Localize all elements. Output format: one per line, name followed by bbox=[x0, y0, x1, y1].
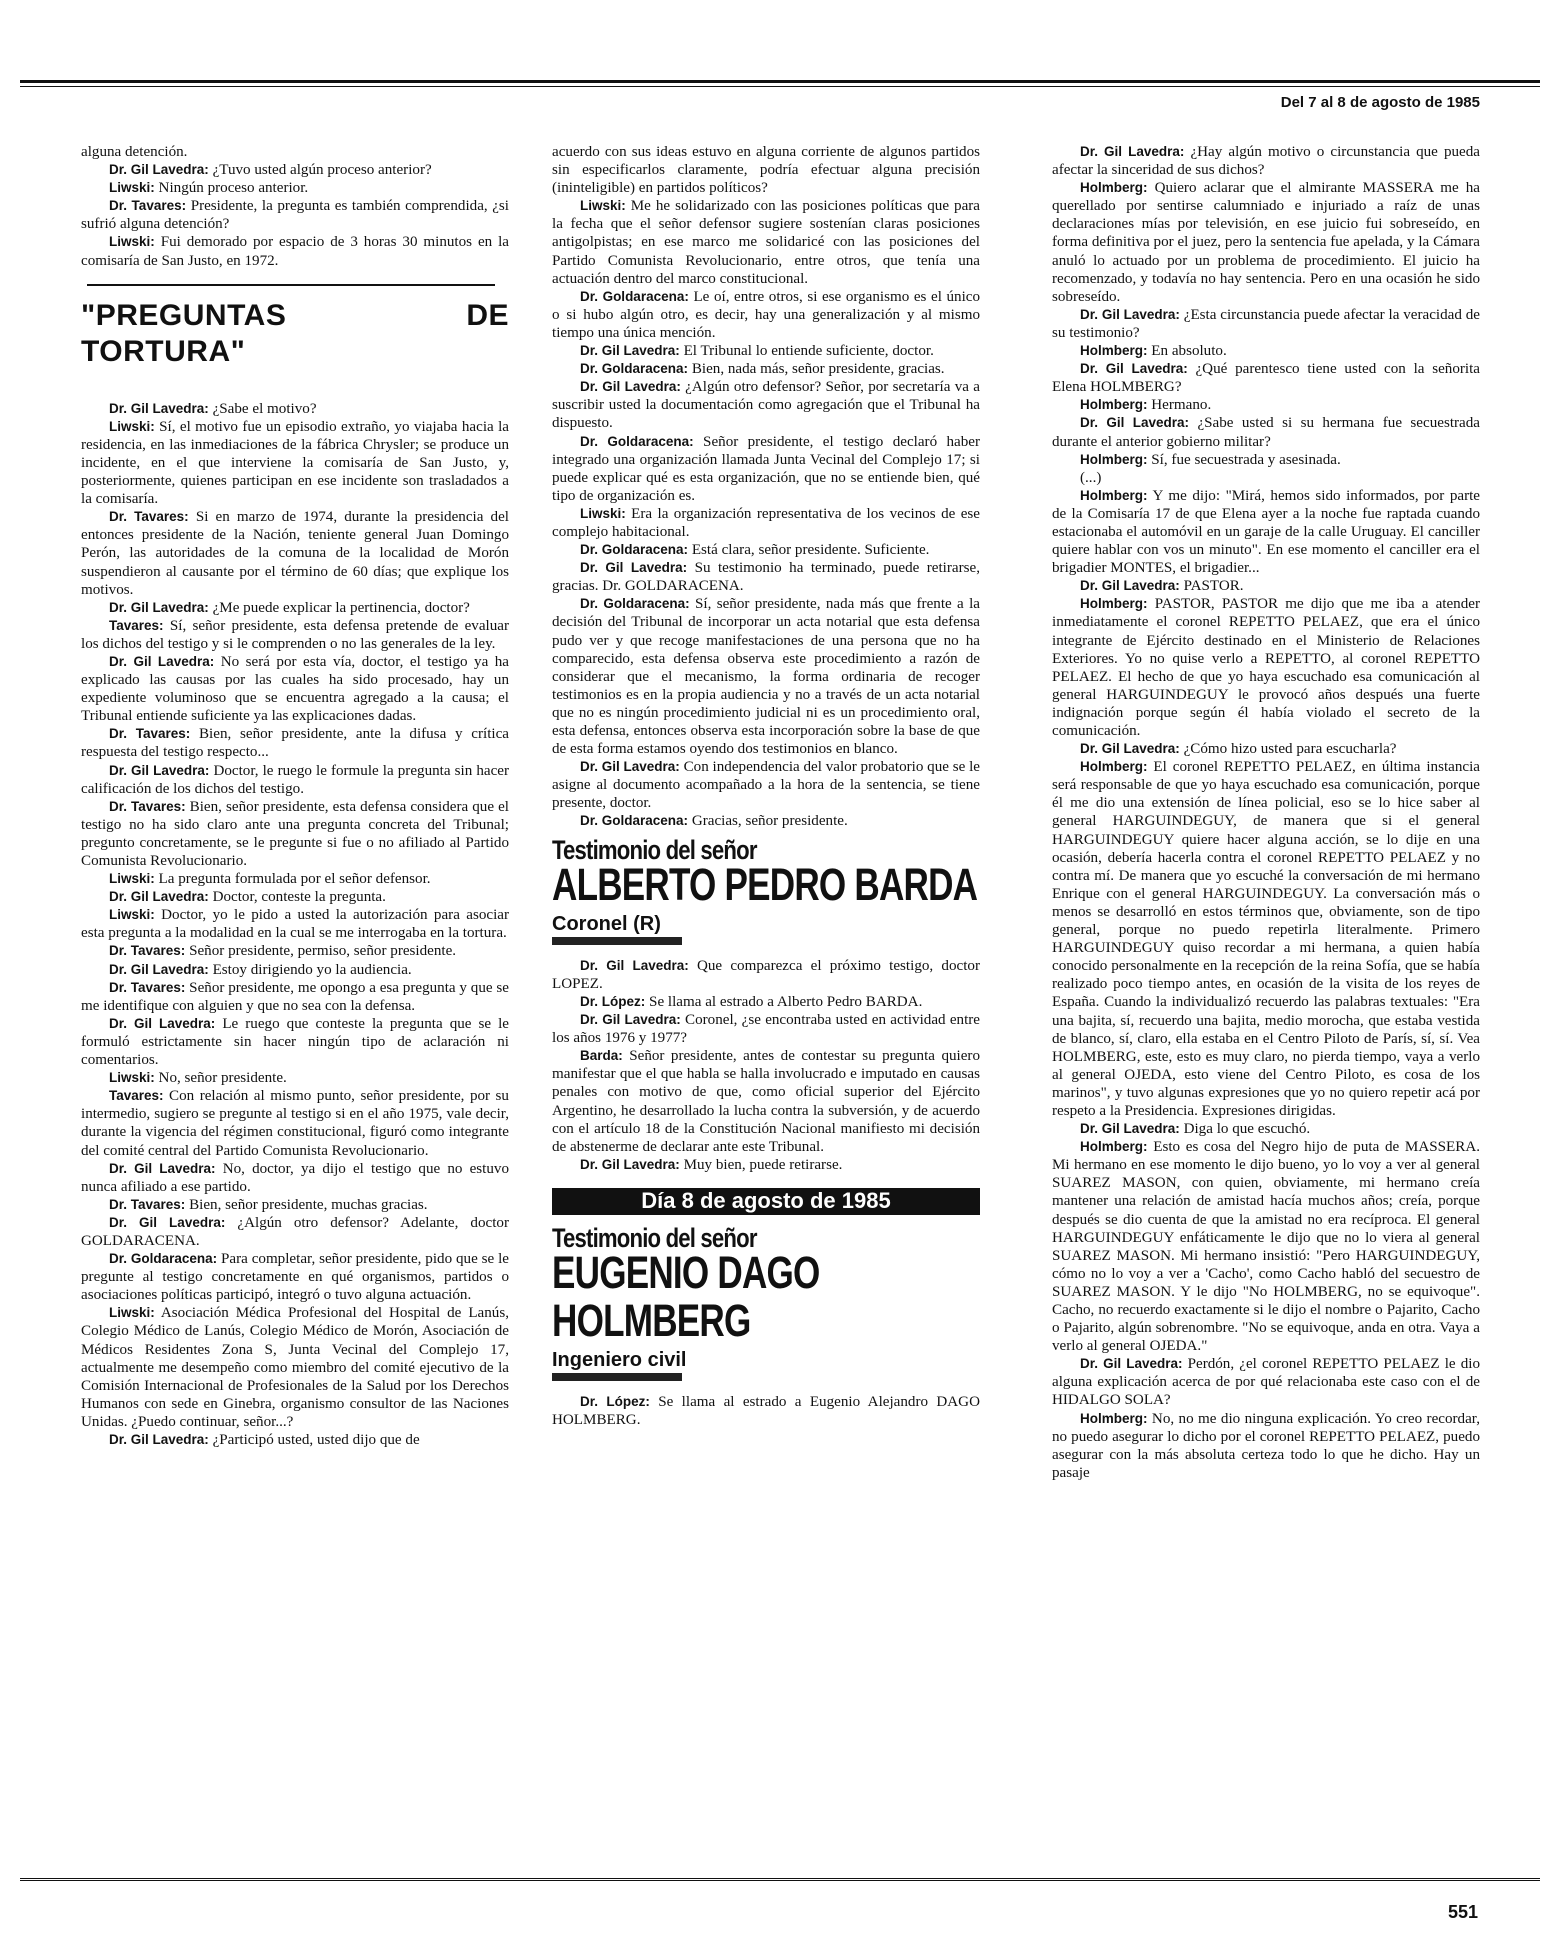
transcript-paragraph bbox=[552, 1011, 980, 1047]
transcript-paragraph bbox=[1052, 1138, 1480, 1355]
speech-text: Con relación al mismo punto, señor presidente, por su intermedio, sugiero se pregunte al testigo si en el año 1975, vale decir, durante la vigencia del régimen constitucional, figuró como integrante del comité central del Partido Comunista Revolucionario. bbox=[81, 1088, 509, 1159]
speech-text: No, no me dio ninguna explicación. Yo creo recordar, no puedo asegurar lo dicho por el coronel REPETTO PELAEZ, puedo asegurar con la más absoluta certeza todo lo que he dicho. Hay un pasaje bbox=[1052, 1410, 1480, 1481]
column-1 bbox=[81, 143, 509, 1878]
transcript-paragraph bbox=[1052, 451, 1480, 469]
speaker-name: Dr. Tavares: bbox=[109, 198, 187, 214]
speaker-name: Dr. Tavares: bbox=[109, 979, 186, 995]
speaker-name: Dr. Gil Lavedra: bbox=[109, 653, 215, 669]
speaker-name: Dr. Gil Lavedra: bbox=[1080, 1356, 1183, 1372]
transcript-paragraph bbox=[1052, 1355, 1480, 1409]
speech-text: ¿Tuvo usted algún proceso anterior? bbox=[212, 162, 432, 179]
transcript-paragraph bbox=[81, 1015, 509, 1069]
transcript-paragraph bbox=[81, 161, 509, 179]
speaker-name: Liwski: bbox=[109, 871, 155, 887]
speaker-name: Holmberg: bbox=[1080, 180, 1148, 196]
transcript-paragraph bbox=[81, 418, 509, 508]
speaker-name: Dr. Gil Lavedra: bbox=[1080, 415, 1190, 431]
speaker-name: Dr. Goldaracena: bbox=[580, 542, 689, 558]
speech-text: Su testimonio ha terminado, puede retirarse, gracias. Dr. GOLDARACENA. bbox=[552, 560, 980, 595]
column-2 bbox=[552, 143, 980, 1878]
speech-text: Señor presidente, me opongo a esa pregunta y que se me identifique con alguien y que no sea con la defensa. bbox=[81, 979, 509, 1014]
column-3-paragraphs bbox=[1052, 143, 1480, 1482]
speech-text: Doctor, le ruego le formule la pregunta sin hacer calificación de los dichos del testigo. bbox=[81, 762, 509, 797]
transcript-paragraph bbox=[552, 1156, 980, 1174]
speech-text: Era la organización representativa de los vecinos de ese complejo habitacional. bbox=[552, 505, 980, 540]
speaker-name: Dr. Gil Lavedra: bbox=[580, 379, 681, 395]
section-headline: "PREGUNTAS DE TORTURA" bbox=[81, 298, 509, 368]
speaker-name: Liwski: bbox=[109, 907, 155, 923]
speaker-name: Dr. Gil Lavedra: bbox=[580, 957, 689, 973]
speech-text: Sí, el motivo fue un episodio extraño, yo viajaba hacia la residencia, en las inmediaciones de la fábrica Chrysler; se produce un incidente, en el que interviene la comisaría de San Justo, y, posteriormente, quienes participan en ese incidente son trasladados a la comisaría. bbox=[81, 418, 509, 508]
transcript-paragraph bbox=[1052, 414, 1480, 450]
transcript-paragraph bbox=[81, 617, 509, 653]
transcript-paragraph bbox=[81, 888, 509, 906]
speaker-name: Liwski: bbox=[580, 505, 626, 521]
transcript-paragraph bbox=[81, 233, 509, 269]
speech-text: Señor presidente, permiso, señor presidente. bbox=[189, 943, 457, 960]
transcript-paragraph bbox=[552, 360, 980, 378]
speaker-name: Dr. Goldaracena: bbox=[580, 433, 694, 449]
transcript-paragraph bbox=[81, 1214, 509, 1250]
speech-text: Presidente, la pregunta es también comprendida, ¿si sufrió alguna detención? bbox=[81, 198, 509, 233]
transcript-paragraph bbox=[1052, 595, 1480, 740]
speech-text: Bien, nada más, señor presidente, gracias. bbox=[691, 361, 945, 378]
transcript-paragraph bbox=[81, 870, 509, 888]
transcript-paragraph bbox=[552, 541, 980, 559]
speech-text: No, señor presidente. bbox=[158, 1070, 287, 1087]
speech-text: Ningún proceso anterior. bbox=[158, 180, 309, 197]
transcript-paragraph bbox=[552, 378, 980, 432]
transcript-paragraph bbox=[1052, 143, 1480, 179]
transcript-paragraph bbox=[81, 1069, 509, 1087]
speech-text: Se llama al estrado a Eugenio Alejandro DAGO HOLMBERG. bbox=[552, 1394, 980, 1429]
speaker-name: Dr. Gil Lavedra: bbox=[580, 1156, 680, 1172]
transcript-paragraph bbox=[81, 1250, 509, 1304]
speaker-name: Dr. Goldaracena: bbox=[580, 596, 690, 612]
transcript-paragraph bbox=[552, 197, 980, 287]
speech-text: Hermano. bbox=[1151, 397, 1212, 414]
transcript-paragraph bbox=[81, 653, 509, 725]
transcript-paragraph bbox=[1052, 360, 1480, 396]
transcript-paragraph bbox=[81, 979, 509, 1015]
speaker-name: Dr. Goldaracena: bbox=[109, 1251, 218, 1267]
speech-text: Bien, señor presidente, esta defensa considera que el testigo no ha sido claro ante una pregunta concreta del Tribunal; pregunto concretamente, se le pregunte si fue o no afiliado al Partido Comunista Revolucionario. bbox=[81, 798, 509, 869]
speech-text: Y me dijo: "Mirá, hemos sido informados, por parte de la Comisaría 17 de que Elena ayer a la noche fue raptada cuando estacionaba el automóvil en un garaje de la calle Uruguay. El canciller quiere hablar con vos un minuto". En ese momento el canciller era el brigadier MONTES, el brigadier... bbox=[1052, 487, 1480, 577]
transcript-paragraph bbox=[552, 559, 980, 595]
transcript-paragraph bbox=[81, 143, 509, 161]
speech-text: (...) bbox=[1080, 469, 1102, 486]
speech-text: ¿Sabe usted si su hermana fue secuestrada durante el anterior gobierno militar? bbox=[1052, 415, 1480, 450]
speech-text: Está clara, señor presidente. Suficiente. bbox=[691, 542, 930, 559]
speaker-name: Liwski: bbox=[109, 1305, 155, 1321]
column-1-paragraphs-top bbox=[81, 143, 509, 270]
speech-text: Quiero aclarar que el almirante MASSERA me ha querellado por sentirse calumniado e injuriado a raíz de unas declaraciones mías por televisión, en ese juicio fui sobreseído, en forma definitiva por el juez, pero la sentencia fue apelada, y la Cámara anuló lo actuado por un problema de procedimiento. El juicio ha recomenzado, y todavía no hay sentencia. Pero en una ocasión he sido sobreseído. bbox=[1052, 180, 1480, 305]
transcript-paragraph bbox=[81, 599, 509, 617]
speech-text: Que comparezca el próximo testigo, doctor LOPEZ. bbox=[552, 957, 980, 992]
speaker-name: Liwski: bbox=[580, 198, 626, 214]
speech-text: PASTOR. bbox=[1183, 578, 1244, 595]
page-number: 551 bbox=[1447, 1902, 1478, 1922]
transcript-paragraph bbox=[81, 798, 509, 870]
transcript-paragraph bbox=[81, 508, 509, 598]
speech-text: Señor presidente, el testigo declaró haber integrado una organización llamada Junta Vecinal del Complejo 17; si puede explicar qué es esta organización, que no se entiende bien, qué tipo de organización es. bbox=[552, 433, 980, 504]
transcript-paragraph bbox=[81, 400, 509, 418]
speech-text: ¿Qué parentesco tiene usted con la señorita Elena HOLMBERG? bbox=[1052, 361, 1480, 396]
header-rule-thin bbox=[20, 86, 1540, 87]
speaker-name: Dr. Gil Lavedra: bbox=[109, 400, 209, 416]
speech-text: Para completar, señor presidente, pido que se le pregunte al testigo concretamente en qué organismos, partidos o asociaciones políticas participó, integró o tuvo alguna actuación. bbox=[81, 1251, 509, 1304]
speaker-name: Holmberg: bbox=[1080, 1410, 1148, 1426]
transcript-paragraph bbox=[1052, 758, 1480, 1120]
transcript-paragraph bbox=[552, 758, 980, 812]
speech-text: alguna detención. bbox=[81, 144, 188, 160]
transcript-paragraph bbox=[552, 957, 980, 993]
decorative-bar bbox=[552, 937, 682, 945]
column-2-paragraphs-middle bbox=[552, 957, 980, 1174]
speaker-name: Dr. Gil Lavedra: bbox=[1080, 306, 1180, 322]
speech-text: Sí, señor presidente, nada más que frente a la decisión del Tribunal de incorporar un acta notarial que esta defensa pudo ver y que recoge manifestaciones de una persona que no ha comparecido, esta defensa observa este procedimiento a razón de considerar que el mecanismo, la forma ordinaria de recoger testimonios es en la propia audiencia y no a través de un acta notarial que no es ningún procedimiento judicial ni es un procedimiento oral, esta defensa, entonces observa esta incorporación sobre la base de que de esta forma estamos oyendo dos testimonios en blanco. bbox=[552, 596, 980, 758]
transcript-paragraph bbox=[552, 1393, 980, 1429]
speech-text: ¿Participó usted, usted dijo que de bbox=[212, 1432, 420, 1448]
witness-role: Coronel (R) bbox=[552, 912, 661, 935]
speaker-name: Dr. Gil Lavedra: bbox=[109, 1214, 226, 1230]
speech-text: Le ruego que conteste la pregunta que se le formuló estrictamente sin hacer ningún tipo de aclaración ni comentarios. bbox=[81, 1015, 509, 1069]
speaker-name: Holmberg: bbox=[1080, 397, 1148, 413]
speaker-name: Liwski: bbox=[109, 418, 155, 434]
speech-text: El Tribunal lo entiende suficiente, doctor. bbox=[683, 343, 934, 360]
speaker-name: Tavares: bbox=[109, 617, 164, 633]
transcript-paragraph bbox=[81, 1196, 509, 1214]
speaker-name: Holmberg: bbox=[1080, 451, 1148, 467]
transcript-paragraph bbox=[81, 725, 509, 761]
speech-text: En absoluto. bbox=[1151, 343, 1227, 360]
testimony-heading-holmberg bbox=[552, 1222, 980, 1381]
speaker-name: Dr. Tavares: bbox=[109, 943, 186, 959]
speech-text: ¿Cómo hizo usted para escucharla? bbox=[1183, 741, 1397, 758]
day-banner: Día 8 de agosto de 1985 bbox=[552, 1188, 980, 1215]
transcript-paragraph bbox=[1052, 487, 1480, 577]
speech-text: El coronel REPETTO PELAEZ, en última instancia será responsable de que yo haya escuchado esa comunicación, porque él me dio una extensión de línea policial, eso se lo hice saber al general HARGUINDEGUY, de manera que si el general HARGUINDEGUY quiere hacer alguna acción, se lo dije en una ocasión, debería hacerla contra el coronel REPETTO PELAEZ y no contra mí. De manera que yo escuché la conversación de mi hermano Enrique con el general HARGUINDEGUY. La conversación más o menos se desarrolló en estos términos que, obviamente, son de tipo general, porque no puedo repetirla literalmente. Primero HARGUINDEGUY quiso recordar a mi hermana, a quien había conocido personalmente en la recepción de la reina Sofía, que se había realizado poco tiempo antes, en ocasión de la visita de los reyes de España. Cuando la individualizó recuerdo las palabras textuales: "Era una bajita, sí, recuerdo una bajita, medio morocha, que estaba vestida de blanco, sí, claro, ella estaba en el Centro Piloto de París, sí, sí. Vea HOLMBERG, este, esto es muy claro, no pierda tiempo, vaya a verlo al general OJEDA, esto viene del Centro Piloto, es cosa de los marinos", y tuvo algunas expresiones que yo no quiero repetir acá por respeto a la Presidencia. Expresiones dirigidas. bbox=[1052, 759, 1480, 1119]
column-1-paragraphs-bottom bbox=[81, 400, 509, 1449]
speech-text: Con independencia del valor probatorio que se le asigne al documento acompañado a la hora de la sentencia, se tiene presente, doctor. bbox=[552, 759, 980, 812]
transcript-paragraph bbox=[1052, 179, 1480, 306]
transcript-paragraph bbox=[552, 288, 980, 342]
decorative-bar bbox=[552, 1373, 682, 1381]
speech-text: Se llama al estrado a Alberto Pedro BARDA. bbox=[649, 993, 923, 1010]
speaker-name: Holmberg: bbox=[1080, 1139, 1148, 1155]
speech-text: ¿Esta circunstancia puede afectar la veracidad de su testimonio? bbox=[1052, 306, 1480, 341]
speech-text: Sí, señor presidente, esta defensa pretende de evaluar los dichos del testigo y si le comprenden o no las generales de la ley. bbox=[81, 617, 509, 652]
transcript-paragraph bbox=[552, 993, 980, 1011]
speaker-name: Dr. Goldaracena: bbox=[580, 288, 689, 304]
speech-text: Doctor, yo le pido a usted la autorización para asociar esta pregunta a la modalidad en la cual se me interrogaba en la tortura. bbox=[81, 907, 509, 942]
speaker-name: Dr. Gil Lavedra: bbox=[109, 1432, 209, 1447]
witness-role: Ingeniero civil bbox=[552, 1349, 687, 1372]
transcript-paragraph bbox=[81, 179, 509, 197]
speaker-name: Dr. Gil Lavedra: bbox=[109, 1160, 216, 1176]
speaker-name: Dr. Tavares: bbox=[109, 798, 186, 814]
transcript-paragraph bbox=[552, 143, 980, 197]
speech-text: Me he solidarizado con las posiciones políticas que para la fecha que el señor defensor sugiere sostenían claras posiciones antigolpistas; en ese marco me solidaricé con las posiciones del Partido Comunista Revolucionario, entre otros, que tenía una actuación dentro del marco constitucional. bbox=[552, 198, 980, 287]
speaker-name: Holmberg: bbox=[1080, 343, 1148, 359]
speech-text: PASTOR, PASTOR me dijo que me iba a atender inmediatamente el coronel REPETTO PELAEZ, que era el único integrante de Ejército destinado en el Ministerio de Relaciones Exteriores. Yo no quise verlo a REPETTO, al coronel REPETTO PELAEZ. El hecho de que yo haya escuchado esa comunicación al general HARGUINDEGUY le provocó años después una fuerte indignación porque según él había violado el secreto de la comunicación. bbox=[1052, 596, 1480, 739]
speaker-name: Dr. Gil Lavedra: bbox=[1080, 1121, 1180, 1137]
transcript-paragraph bbox=[81, 762, 509, 798]
transcript-paragraph bbox=[81, 942, 509, 960]
speech-text: Bien, señor presidente, ante la difusa y crítica respuesta del testigo respecto... bbox=[81, 726, 509, 761]
speech-text: ¿Algún otro defensor? Señor, por secretaría va a suscribir usted la documentación como agregación que el Tribunal ha dispuesto. bbox=[552, 379, 980, 432]
speaker-name: Dr. Gil Lavedra: bbox=[109, 599, 209, 615]
speaker-name: Dr. Gil Lavedra: bbox=[1080, 144, 1185, 159]
transcript-paragraph bbox=[1052, 306, 1480, 342]
speaker-name: Barda: bbox=[580, 1048, 623, 1064]
headline-rule bbox=[87, 284, 495, 286]
speaker-name: Dr. Gil Lavedra: bbox=[109, 889, 209, 905]
speaker-name: Dr. Gil Lavedra: bbox=[109, 762, 210, 778]
transcript-paragraph bbox=[1052, 469, 1480, 487]
speech-text: Asociación Médica Profesional del Hospital de Lanús, Colegio Médico de Lanús, Colegio Médico de Morón, Asociación de Médicos Residentes Zona S, Junta Vecinal del Complejo 17, actualmente me desempeño como miembro del comité ejecutivo de la Comisión Internacional de Profesionales de la Salud por los Derechos Humanos con sede en Ginebra, organismo consultor de las Naciones Unidas. ¿Puedo continuar, señor...? bbox=[81, 1305, 509, 1430]
footer-rule bbox=[20, 1878, 1540, 1881]
column-2-paragraphs-bottom bbox=[552, 1393, 980, 1429]
speaker-name: Liwski: bbox=[109, 180, 155, 196]
transcript-paragraph bbox=[1052, 577, 1480, 595]
transcript-paragraph bbox=[81, 961, 509, 979]
transcript-paragraph bbox=[552, 505, 980, 541]
speaker-name: Dr. Gil Lavedra: bbox=[109, 162, 209, 178]
speaker-name: Liwski: bbox=[109, 234, 155, 250]
speech-text: ¿Hay algún motivo o circunstancia que pueda afectar la sinceridad de sus dichos? bbox=[1052, 144, 1480, 179]
transcript-paragraph bbox=[1052, 342, 1480, 360]
witness-name-line-2: HOLMBERG bbox=[552, 1295, 751, 1347]
speaker-name: Dr. Gil Lavedra: bbox=[109, 1015, 216, 1031]
transcript-paragraph bbox=[1052, 1410, 1480, 1482]
header-rule bbox=[20, 80, 1540, 83]
speaker-name: Dr. Gil Lavedra: bbox=[580, 1012, 681, 1028]
testimony-label: Testimonio del señor bbox=[552, 834, 757, 865]
speech-text: Sí, fue secuestrada y asesinada. bbox=[1151, 451, 1341, 468]
speaker-name: Dr. Tavares: bbox=[109, 1196, 186, 1212]
witness-name-line-1: EUGENIO DAGO bbox=[552, 1247, 820, 1299]
speaker-name: Dr. Gil Lavedra: bbox=[580, 759, 680, 775]
speaker-name: Dr. Goldaracena: bbox=[580, 361, 689, 377]
speech-text: Si en marzo de 1974, durante la presidencia del entonces presidente de la Nación, teniente general Juan Domingo Perón, las autoridades de la comuna de la localidad de Morón suspendieron al causante por el término de 60 días; que explique los motivos. bbox=[81, 509, 509, 598]
speech-text: Estoy dirigiendo yo la audiencia. bbox=[212, 961, 412, 978]
testimony-heading-barda bbox=[552, 834, 980, 945]
speaker-name: Holmberg: bbox=[1080, 759, 1148, 775]
speech-text: Doctor, conteste la pregunta. bbox=[212, 889, 386, 906]
speech-text: ¿Sabe el motivo? bbox=[212, 400, 317, 417]
speaker-name: Holmberg: bbox=[1080, 596, 1148, 612]
speech-text: Esto es cosa del Negro hijo de puta de MASSERA. Mi hermano en ese momento le dijo bueno, yo lo voy a ver al general SUAREZ MASON, con quien, obviamente, mi hermano creía mantener una relación de amistad hacía muchos años; creía, porque después se dio cuenta de que la amistad no era recíproca. El general HARGUINDEGUY enfáticamente le dijo que no lo viera al general SUAREZ MASON. Mi hermano insistió: "Pero HARGUINDEGUY, cómo no lo voy a ver a 'Cacho', como Cacho habló del secuestro de SUAREZ MASON. Y le dijo "No HOLMBERG, no se equivoque". Cacho, no recuerdo exactamente si le dijo el nombre o Pajarito, Cacho o Pajarito, algún sobrenombre. "No se equivoque, anda en otra. Vaya a verlo al general OJEDA." bbox=[1052, 1139, 1480, 1355]
speaker-name: Dr. Gil Lavedra: bbox=[1080, 578, 1180, 594]
speech-text: acuerdo con sus ideas estuvo en alguna corriente de algunos partidos sin especificarlos claramente, podría efectuar alguna precisión (ininteligible) en partidos políticos? bbox=[552, 144, 980, 197]
speaker-name: Liwski: bbox=[109, 1070, 155, 1086]
speech-text: Perdón, ¿el coronel REPETTO PELAEZ le dio alguna explicación acerca de por qué relacionaba este caso con el de HIDALGO SOLA? bbox=[1052, 1356, 1480, 1409]
speaker-name: Dr. Goldaracena: bbox=[580, 813, 689, 829]
speaker-name: Dr. Gil Lavedra: bbox=[1080, 741, 1180, 757]
transcript-paragraph bbox=[1052, 396, 1480, 414]
speech-text: ¿Algún otro defensor? Adelante, doctor GOLDARACENA. bbox=[81, 1214, 509, 1249]
speaker-name: Dr. Gil Lavedra: bbox=[109, 961, 209, 977]
testimony-label: Testimonio del señor bbox=[552, 1222, 757, 1253]
speech-text: Diga lo que escuchó. bbox=[1183, 1121, 1311, 1138]
transcript-paragraph bbox=[552, 433, 980, 505]
transcript-paragraph bbox=[1052, 740, 1480, 758]
transcript-paragraph bbox=[552, 342, 980, 360]
witness-name: ALBERTO PEDRO BARDA bbox=[552, 858, 978, 910]
speaker-name: Dr. Tavares: bbox=[109, 726, 191, 742]
speech-text: Bien, señor presidente, muchas gracias. bbox=[189, 1196, 428, 1213]
speech-text: Gracias, señor presidente. bbox=[691, 813, 848, 830]
speech-text: Señor presidente, antes de contestar su pregunta quiero manifestar que el que habla se halla involucrado e imputado en causas penales con motivo de que, como oficial superior del Ejército Argentino, he desarrollado la lucha contra la subversión, y de acuerdo con el artículo 18 de la Constitución Nacional manifiesto mi decisión de abstenerme de declarar ante este Tribunal. bbox=[552, 1048, 980, 1155]
column-2-paragraphs-top bbox=[552, 143, 980, 831]
transcript-paragraph bbox=[552, 595, 980, 758]
speech-text: La pregunta formulada por el señor defensor. bbox=[158, 871, 431, 888]
speech-text: Fui demorado por espacio de 3 horas 30 minutos en la comisaría de San Justo, en 1972. bbox=[81, 234, 509, 269]
header-date: Del 7 al 8 de agosto de 1985 bbox=[1280, 94, 1480, 111]
transcript-paragraph bbox=[81, 197, 509, 233]
speech-text: Coronel, ¿se encontraba usted en actividad entre los años 1976 y 1977? bbox=[552, 1012, 980, 1047]
transcript-paragraph bbox=[81, 1304, 509, 1431]
transcript-paragraph bbox=[552, 1047, 980, 1156]
section-headline-block bbox=[81, 284, 509, 370]
speaker-name: Dr. Tavares: bbox=[109, 509, 189, 525]
transcript-paragraph bbox=[81, 1087, 509, 1159]
column-3 bbox=[1052, 143, 1480, 1873]
speech-text: Muy bien, puede retirarse. bbox=[683, 1156, 843, 1173]
speaker-name: Dr. López: bbox=[580, 1394, 650, 1410]
speaker-name: Tavares: bbox=[109, 1088, 164, 1104]
transcript-paragraph bbox=[81, 906, 509, 942]
speaker-name: Dr. Gil Lavedra: bbox=[580, 343, 680, 359]
transcript-paragraph bbox=[1052, 1120, 1480, 1138]
speaker-name: Dr. López: bbox=[580, 993, 646, 1009]
speaker-name: Dr. Gil Lavedra: bbox=[580, 560, 688, 576]
speech-text: Le oí, entre otros, si ese organismo es el único o si hubo algún otro, es decir, hay una generalización y al mismo tiempo una única mención. bbox=[552, 288, 980, 341]
transcript-paragraph bbox=[552, 812, 980, 830]
speaker-name: Holmberg: bbox=[1080, 487, 1148, 503]
speech-text: No será por esta vía, doctor, el testigo ya ha explicado las causas por las cuales ha sido procesado, hay un expediente voluminoso que se encuentra agregado a la causa; el Tribunal entiende suficiente ya las explicaciones dadas. bbox=[81, 653, 509, 725]
speaker-name: Dr. Gil Lavedra: bbox=[1080, 361, 1188, 377]
speech-text: ¿Me puede explicar la pertinencia, doctor? bbox=[212, 599, 470, 616]
transcript-paragraph bbox=[81, 1431, 509, 1449]
transcript-paragraph bbox=[81, 1160, 509, 1196]
speech-text: No, doctor, ya dijo el testigo que no estuvo nunca afiliado a ese partido. bbox=[81, 1160, 509, 1195]
